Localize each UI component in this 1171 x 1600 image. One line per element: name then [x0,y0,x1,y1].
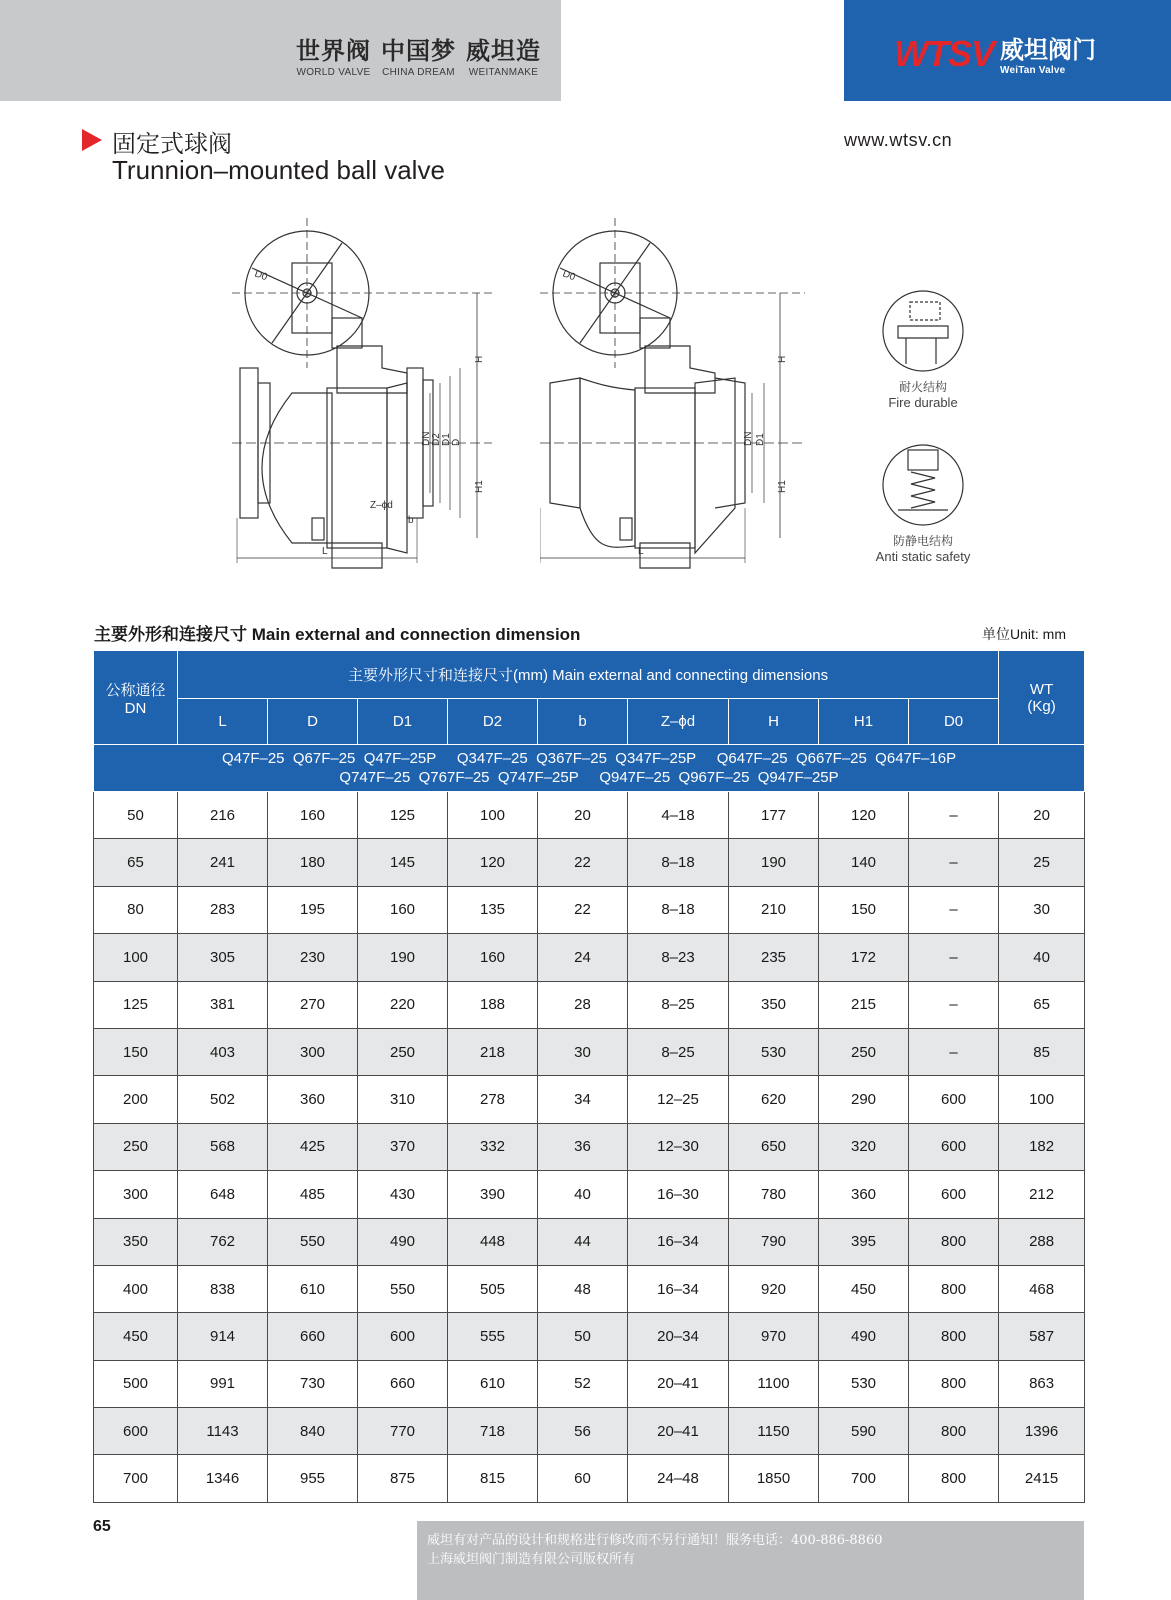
table-cell: 370 [358,1123,448,1170]
table-cell: 381 [178,981,268,1028]
table-cell: 150 [94,1028,178,1075]
table-cell: 1346 [178,1455,268,1502]
table-cell: 120 [819,792,909,839]
dimension-table [93,650,1085,1503]
table-cell: 600 [358,1313,448,1360]
table-cell: 36 [538,1123,628,1170]
table-cell: 210 [729,886,819,933]
slogan-world-valve [296,38,371,78]
table-cell: 290 [819,1076,909,1123]
table-cell: 875 [358,1455,448,1502]
table-cell: 762 [178,1218,268,1265]
table-cell: 395 [819,1218,909,1265]
table-cell: 12–25 [628,1076,729,1123]
table-cell: 135 [448,886,538,933]
table-cell: 360 [819,1171,909,1218]
table-cell: 22 [538,839,628,886]
dn-header-cn: 公称通径 [105,681,166,699]
table-cell: 25 [999,839,1085,886]
table-cell: 172 [819,934,909,981]
table-cell: 718 [448,1408,538,1455]
table-row [94,1028,1085,1075]
table-cell: 160 [268,792,358,839]
table-cell: 400 [94,1265,178,1312]
model-line-1: Q47F–25 Q67F–25 Q47F–25P Q347F–25 Q367F–25 Q347F–25P Q647F–25 Q667F–25 Q647F–16P [221,750,957,767]
label-h: H [474,355,485,363]
table-cell: 8–25 [628,1028,729,1075]
table-cell: 1396 [999,1408,1085,1455]
column-header: D2 [448,699,538,745]
table-cell: 16–34 [628,1218,729,1265]
table-cell: 600 [909,1123,999,1170]
table-cell: 587 [999,1313,1085,1360]
table-cell: 220 [358,981,448,1028]
table-cell: 332 [448,1123,538,1170]
table-row [94,1123,1085,1170]
label-d1: D1 [441,433,452,446]
table-cell: 800 [909,1265,999,1312]
page-title-cn: 固定式球阀 [112,130,232,158]
table-cell: 1150 [729,1408,819,1455]
table-cell: 920 [729,1265,819,1312]
label-z-phi-d: Z–ϕd [370,500,393,511]
label-h1: H1 [777,480,788,493]
column-header-row [94,699,1085,745]
table-cell: 250 [819,1028,909,1075]
slogan-en: WEITANMAKE [468,67,539,78]
table-cell: 550 [358,1265,448,1312]
table-cell: 600 [909,1076,999,1123]
table-cell: 100 [448,792,538,839]
table-cell: 780 [729,1171,819,1218]
table-row [94,981,1085,1028]
model-line-2: Q747F–25 Q767F–25 Q747F–25P Q947F–25 Q967F–25 Q947F–25P [339,769,839,786]
label-d0: D0 [252,268,269,284]
table-cell: 100 [999,1076,1085,1123]
table-cell: 620 [729,1076,819,1123]
flanged-valve-drawing [232,218,562,580]
table-cell: 650 [729,1123,819,1170]
table-cell: 216 [178,792,268,839]
footer-notice-line: 威坦有对产品的设计和规格进行修改而不另行通知！服务电话：400-886-8860 [427,1533,883,1548]
table-cell: 8–18 [628,886,729,933]
slogan-weitan-make [466,38,541,78]
table-cell: 490 [358,1218,448,1265]
table-row [94,1171,1085,1218]
table-cell: 300 [94,1171,178,1218]
table-cell: 4–18 [628,792,729,839]
model-numbers [94,745,1085,792]
table-cell: 550 [268,1218,358,1265]
brand-logo [894,33,1096,76]
page-title-en: Trunnion–mounted ball valve [112,155,445,185]
label-h1: H1 [474,480,485,493]
table-cell: 914 [178,1313,268,1360]
slogan-cn: 中国梦 [381,36,456,65]
table-cell: 555 [448,1313,538,1360]
table-cell: 190 [358,934,448,981]
table-cell: – [909,981,999,1028]
table-cell: 502 [178,1076,268,1123]
table-cell: 20 [538,792,628,839]
table-cell: 500 [94,1360,178,1407]
table-cell: 188 [448,981,538,1028]
table-cell: 403 [178,1028,268,1075]
header-brand-band [844,0,1171,101]
table-row [94,1360,1085,1407]
slogan [296,38,541,78]
table-cell: 52 [538,1360,628,1407]
table-row [94,1313,1085,1360]
table-cell: 20–41 [628,1408,729,1455]
column-header: H1 [819,699,909,745]
table-cell: – [909,839,999,886]
table-cell: – [909,792,999,839]
footer-notice [417,1521,1084,1600]
table-cell: 425 [268,1123,358,1170]
table-cell: 150 [819,886,909,933]
table-cell: – [909,934,999,981]
table-cell: 288 [999,1218,1085,1265]
table-cell: 125 [358,792,448,839]
brand-name-cn: 威坦阀门 [1000,36,1096,64]
table-cell: 448 [448,1218,538,1265]
table-cell: 840 [268,1408,358,1455]
table-row [94,1265,1085,1312]
table-cell: – [909,1028,999,1075]
table-cell: 22 [538,886,628,933]
page-number: 65 [93,1518,111,1535]
table-cell: 610 [268,1265,358,1312]
table-cell: 44 [538,1218,628,1265]
table-cell: 140 [819,839,909,886]
table-cell: 430 [358,1171,448,1218]
table-cell: 190 [729,839,819,886]
table-cell: 283 [178,886,268,933]
table-row [94,1076,1085,1123]
brand-wordmark: WTSV [894,33,994,74]
table-cell: 60 [538,1455,628,1502]
dn-header-en: DN [124,699,147,717]
table-cell: 195 [268,886,358,933]
table-cell: 24–48 [628,1455,729,1502]
table-cell: 8–23 [628,934,729,981]
table-cell: 250 [358,1028,448,1075]
detail-caption-cn: 防静电结构 [892,534,953,548]
table-cell: 12–30 [628,1123,729,1170]
table-cell: 20–41 [628,1360,729,1407]
table-cell: 350 [94,1218,178,1265]
table-cell: 1143 [178,1408,268,1455]
dn-header [94,651,178,745]
table-cell: 360 [268,1076,358,1123]
slogan-cn: 威坦造 [466,36,541,65]
table-cell: 590 [819,1408,909,1455]
table-cell: 278 [448,1076,538,1123]
table-cell: 160 [358,886,448,933]
table-cell: 991 [178,1360,268,1407]
table-cell: 790 [729,1218,819,1265]
table-cell: 180 [268,839,358,886]
table-cell: 530 [729,1028,819,1075]
column-header: H [729,699,819,745]
table-cell: 485 [268,1171,358,1218]
slogan-china-dream [381,38,456,78]
table-cell: 50 [538,1313,628,1360]
table-cell: 40 [999,934,1085,981]
label-h: H [777,355,788,363]
label-d0: D0 [560,268,577,284]
table-cell: 16–34 [628,1265,729,1312]
table-cell: 800 [909,1408,999,1455]
table-cell: 20 [999,792,1085,839]
brand-name-en: WeiTan Valve [1000,65,1066,76]
table-cell: 838 [178,1265,268,1312]
slogan-en: CHINA DREAM [382,67,455,78]
table-cell: 450 [94,1313,178,1360]
table-cell: 305 [178,934,268,981]
table-cell: 215 [819,981,909,1028]
table-cell: 56 [538,1408,628,1455]
anti-static-spring-icon [878,440,968,530]
table-cell: 212 [999,1171,1085,1218]
wt-header-label: WT [1029,680,1054,698]
table-cell: 65 [999,981,1085,1028]
table-cell: 30 [538,1028,628,1075]
table-cell: 20–34 [628,1313,729,1360]
table-cell: 490 [819,1313,909,1360]
table-cell: 230 [268,934,358,981]
table-cell: 8–18 [628,839,729,886]
welded-valve-drawing [540,218,870,580]
table-cell: 24 [538,934,628,981]
table-cell: 1850 [729,1455,819,1502]
table-cell: 863 [999,1360,1085,1407]
table-cell: 970 [729,1313,819,1360]
label-l: L [638,546,644,557]
table-cell: – [909,886,999,933]
table-cell: 800 [909,1218,999,1265]
table-cell: 450 [819,1265,909,1312]
table-cell: 600 [909,1171,999,1218]
table-cell: 200 [94,1076,178,1123]
table-cell: 1100 [729,1360,819,1407]
detail-caption-en: Fire durable [888,395,958,410]
table-row [94,839,1085,886]
table-cell: 350 [729,981,819,1028]
table-cell: 800 [909,1360,999,1407]
column-header: D1 [358,699,448,745]
table-cell: 505 [448,1265,538,1312]
table-cell: 16–30 [628,1171,729,1218]
wt-header-unit: (Kg) [1027,697,1056,715]
table-cell: 955 [268,1455,358,1502]
label-b: b [408,515,414,526]
table-cell: 85 [999,1028,1085,1075]
table-cell: 700 [819,1455,909,1502]
table-cell: 34 [538,1076,628,1123]
table-cell: 50 [94,792,178,839]
table-cell: 468 [999,1265,1085,1312]
label-d2: D2 [431,433,442,446]
wt-header [999,651,1085,745]
table-cell: 177 [729,792,819,839]
footer-copyright: 上海威坦阀门制造有限公司版权所有 [427,1552,636,1567]
table-cell: 241 [178,839,268,886]
label-d1: D1 [755,433,766,446]
table-cell: 568 [178,1123,268,1170]
column-header: Z–ϕd [628,699,729,745]
header-slogan-band [0,0,561,101]
table-cell: 660 [358,1360,448,1407]
table-row [94,1455,1085,1502]
fire-durable-detail [862,286,984,410]
table-title: 主要外形和连接尺寸 Main external and connection dimension [94,625,581,644]
table-cell: 40 [538,1171,628,1218]
table-unit: 单位Unit: mm [982,626,1066,642]
website-link[interactable]: www.wtsv.cn [844,130,953,150]
table-cell: 530 [819,1360,909,1407]
table-cell: 218 [448,1028,538,1075]
column-header: D [268,699,358,745]
table-cell: 648 [178,1171,268,1218]
title-arrow-icon [82,129,102,151]
table-cell: 120 [448,839,538,886]
table-cell: 30 [999,886,1085,933]
table-cell: 125 [94,981,178,1028]
table-cell: 320 [819,1123,909,1170]
table-cell: 145 [358,839,448,886]
table-cell: 48 [538,1265,628,1312]
table-cell: 235 [729,934,819,981]
table-row [94,886,1085,933]
slogan-cn: 世界阀 [296,36,371,65]
table-cell: 730 [268,1360,358,1407]
fire-seal-icon [878,286,968,376]
table-row [94,1408,1085,1455]
table-cell: 8–25 [628,981,729,1028]
table-row [94,792,1085,839]
table-cell: 815 [448,1455,538,1502]
column-header: b [538,699,628,745]
table-cell: 270 [268,981,358,1028]
table-cell: 250 [94,1123,178,1170]
table-row [94,934,1085,981]
detail-caption-en: Anti static safety [875,549,971,564]
table-cell: 610 [448,1360,538,1407]
table-cell: 800 [909,1313,999,1360]
label-d: D [451,438,462,446]
table-cell: 800 [909,1455,999,1502]
table-cell: 600 [94,1408,178,1455]
label-dn: DN [421,431,432,446]
table-cell: 390 [448,1171,538,1218]
column-header: D0 [909,699,999,745]
table-cell: 160 [448,934,538,981]
slogan-en: WORLD VALVE [296,67,371,78]
table-cell: 300 [268,1028,358,1075]
table-cell: 100 [94,934,178,981]
anti-static-detail [862,440,984,564]
label-dn: DN [743,431,754,446]
table-row [94,1218,1085,1265]
table-cell: 2415 [999,1455,1085,1502]
table-cell: 700 [94,1455,178,1502]
table-cell: 770 [358,1408,448,1455]
table-cell: 660 [268,1313,358,1360]
detail-caption-cn: 耐火结构 [898,380,947,394]
table-cell: 182 [999,1123,1085,1170]
column-header: L [178,699,268,745]
table-cell: 28 [538,981,628,1028]
group-header: 主要外形尺寸和连接尺寸(mm) Main external and connecting dimensions [178,651,999,699]
table-cell: 65 [94,839,178,886]
label-l: L [322,546,328,557]
table-cell: 80 [94,886,178,933]
table-cell: 310 [358,1076,448,1123]
